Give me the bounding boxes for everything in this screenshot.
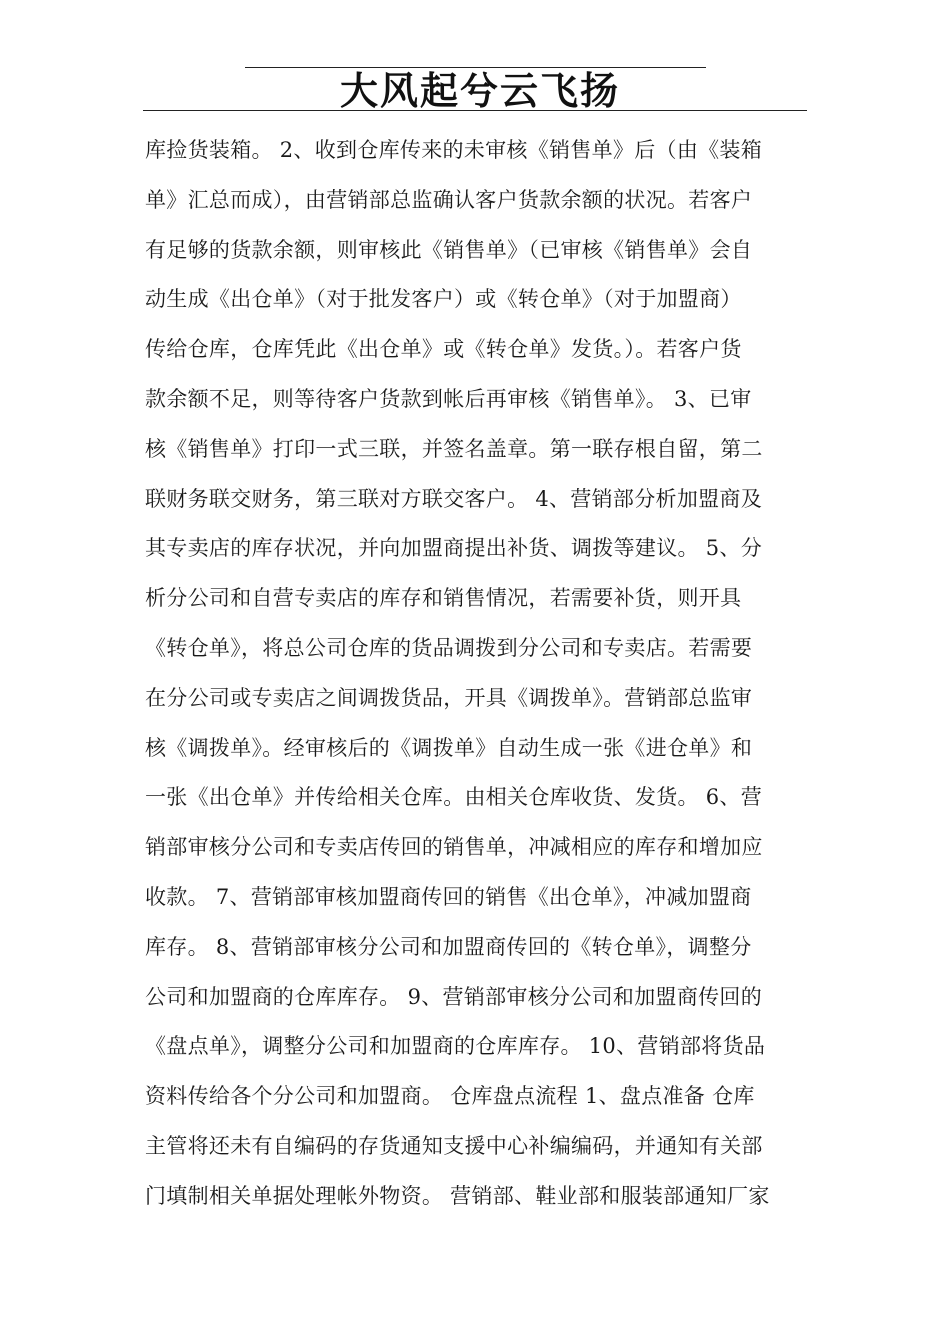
text-line: 其专卖店的库存状况，并向加盟商提出补货、调拨等建议。 5、分 <box>145 536 763 561</box>
text-line: 库捡货装箱。 2、收到仓库传来的未审核《销售单》后（由《装箱 <box>145 138 763 162</box>
text-line: 主管将还未有自编码的存货通知支援中心补编编码，并通知有关部 <box>145 1133 763 1158</box>
header-bottom-rule <box>143 110 807 111</box>
text-line: 《转仓单》，将总公司仓库的货品调拨到分公司和专卖店。若需要 <box>145 635 753 660</box>
text-line: 销部审核分公司和专卖店传回的销售单，冲减相应的库存和增加应 <box>145 835 763 860</box>
body-text <box>145 126 815 1222</box>
text-line: 门填制相关单据处理帐外物资。 营销部、鞋业部和服装部通知厂家 <box>145 1183 770 1208</box>
text-line: 在分公司或专卖店之间调拨货品，开具《调拨单》。营销部总监审 <box>145 685 753 710</box>
text-line: 单》汇总而成），由营销部总监确认客户货款余额的状况。若客户 <box>145 187 753 212</box>
text-line: 公司和加盟商的仓库库存。 9、营销部审核分公司和加盟商传回的 <box>145 984 763 1009</box>
text-line: 《盘点单》，调整分公司和加盟商的仓库库存。 10、营销部将货品 <box>145 1034 766 1059</box>
text-line: 有足够的货款余额，则审核此《销售单》（已审核《销售单》会自 <box>145 237 753 262</box>
text-line: 联财务联交财务，第三联对方联交客户。 4、营销部分析加盟商及 <box>145 486 763 511</box>
text-line: 传给仓库，仓库凭此《出仓单》或《转仓单》发货。）。若客户货 <box>145 337 742 362</box>
text-line: 析分公司和自营专卖店的库存和销售情况，若需要补货，则开具 <box>145 586 742 611</box>
text-line: 动生成《出仓单》（对于批发客户）或《转仓单》（对于加盟商） <box>145 287 742 312</box>
text-line: 核《调拨单》。经审核后的《调拨单》自动生成一张《进仓单》和 <box>145 735 753 760</box>
text-line: 款余额不足，则等待客户货款到帐后再审核《销售单》。 3、已审 <box>145 386 752 411</box>
text-line: 一张《出仓单》并传给相关仓库。由相关仓库收货、发货。 6、营 <box>145 785 763 810</box>
text-line: 资料传给各个分公司和加盟商。 仓库盘点流程 1、盘点准备 仓库 <box>145 1084 755 1109</box>
text-line: 库存。 8、营销部审核分公司和加盟商传回的《转仓单》，调整分 <box>145 934 752 959</box>
text-line: 收款。 7、营销部审核加盟商传回的销售《出仓单》，冲减加盟商 <box>145 884 752 909</box>
text-line: 核《销售单》打印一式三联，并签名盖章。第一联存根自留，第二 <box>145 436 763 461</box>
header-title: 大风起兮云飞扬 <box>339 68 620 113</box>
